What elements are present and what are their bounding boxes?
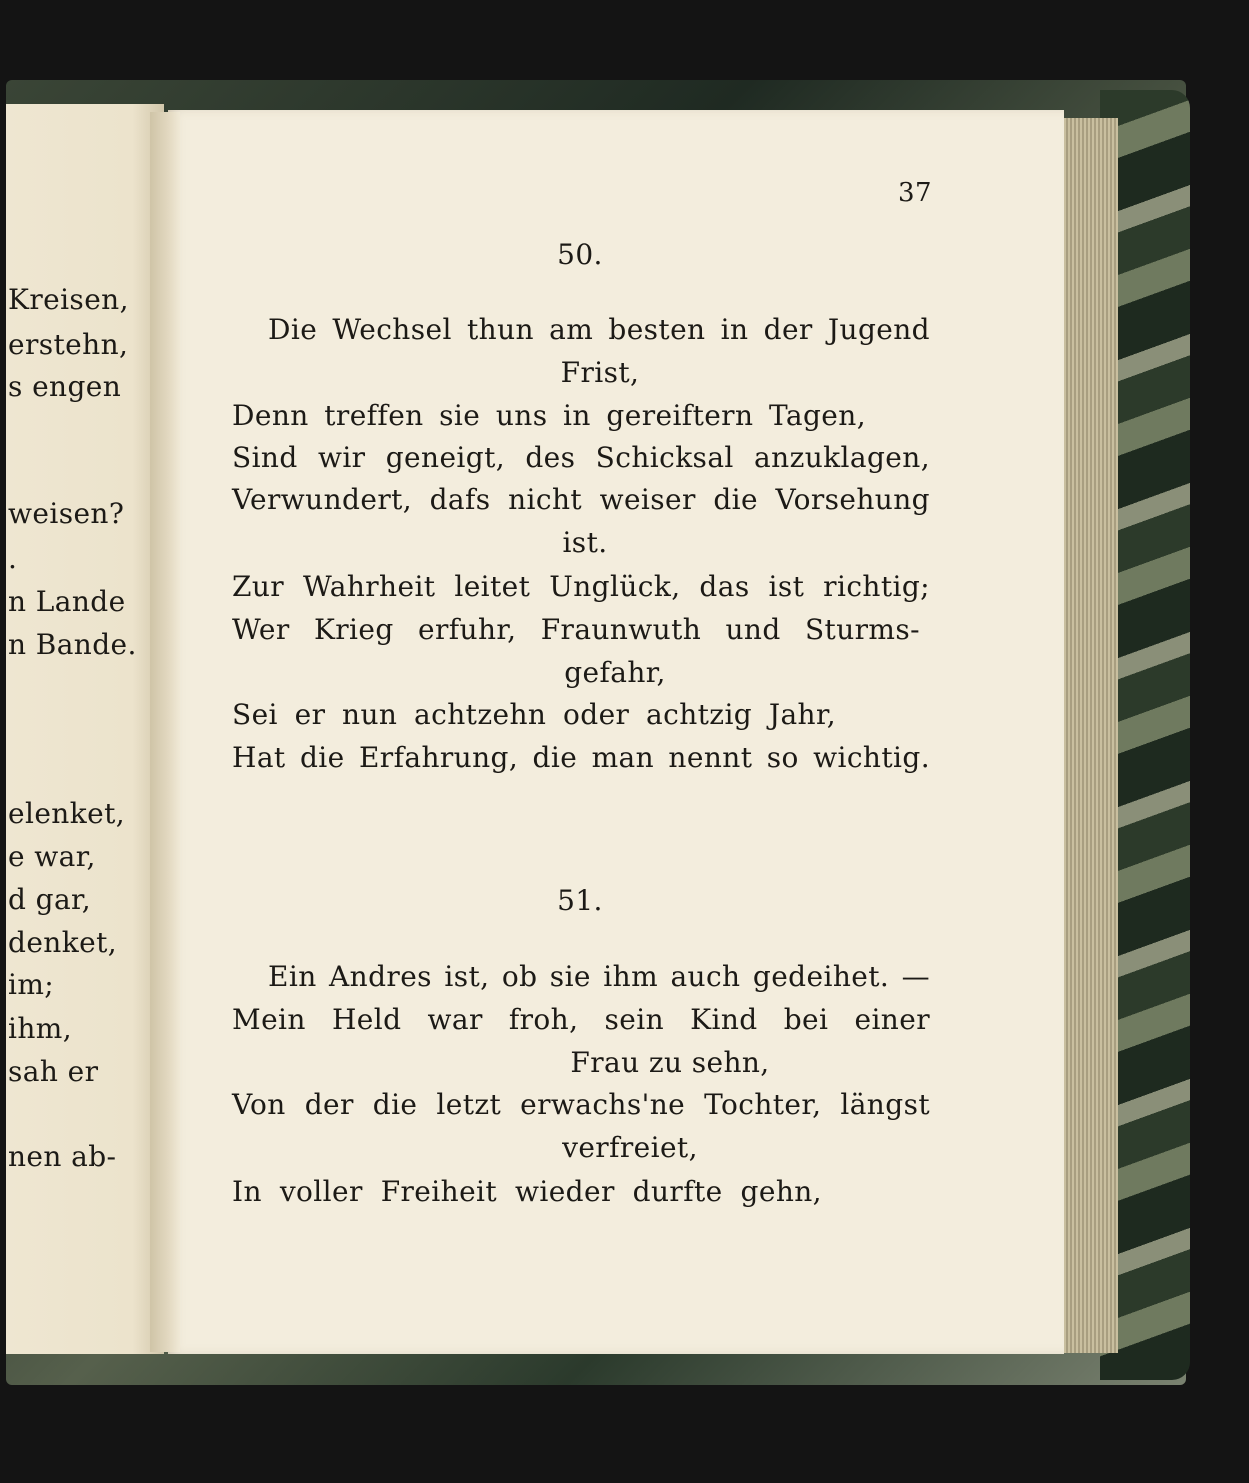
poem-line: Denn treffen sie uns in gereiftern Tagen, — [232, 399, 866, 432]
left-line: n Bande. — [8, 628, 137, 661]
left-line: weisen? — [8, 497, 125, 530]
poem-line: gefahr, — [564, 656, 666, 689]
poem-line: ist. — [562, 526, 608, 559]
right-page — [168, 110, 1064, 1354]
poem-line: Sei er nun achtzehn oder achtzig Jahr, — [232, 698, 836, 731]
poem-line: Verwundert, dafs nicht weiser die Vorsehung — [232, 483, 930, 516]
left-line: . — [8, 542, 18, 575]
book-gutter — [150, 112, 180, 1352]
left-line: d gar, — [8, 883, 92, 916]
left-line: nen ab- — [8, 1140, 117, 1173]
poem-line: Mein Held war froh, sein Kind bei einer — [232, 1003, 930, 1036]
left-line: n Lande — [8, 585, 126, 618]
poem-number: 50. — [557, 238, 603, 271]
poem-number: 51. — [557, 884, 603, 917]
poem-line: Die Wechsel thun am besten in der Jugend — [268, 313, 930, 346]
left-line: ihm, — [8, 1012, 73, 1045]
left-line: elenket, — [8, 797, 126, 830]
left-line: Kreisen, — [8, 283, 129, 316]
left-line: e war, — [8, 840, 96, 873]
left-line: im; — [8, 968, 55, 1001]
page-number: 37 — [898, 178, 932, 208]
poem-line: Von der die letzt erwachs'ne Tochter, längst — [232, 1088, 930, 1121]
poem-line: In voller Freiheit wieder durfte gehn, — [232, 1175, 822, 1208]
poem-line: verfreiet, — [562, 1131, 698, 1164]
poem-line: Hat die Erfahrung, die man nennt so wichtig. — [232, 741, 930, 774]
page-edges — [1060, 118, 1118, 1353]
left-line: erstehn, — [8, 328, 129, 361]
poem-line: Ein Andres ist, ob sie ihm auch gedeihet. — — [268, 960, 930, 993]
poem-line: Wer Krieg erfuhr, Fraunwuth und Sturms- — [232, 613, 920, 646]
poem-line: Zur Wahrheit leitet Unglück, das ist richtig; — [232, 570, 930, 603]
poem-line: Sind wir geneigt, des Schicksal anzuklagen, — [232, 441, 930, 474]
left-line: s engen — [8, 370, 122, 403]
left-line: denket, — [8, 926, 118, 959]
left-line: sah er — [8, 1055, 99, 1088]
poem-line: Frist, — [560, 356, 640, 389]
poem-line: Frau zu sehn, — [570, 1046, 770, 1079]
